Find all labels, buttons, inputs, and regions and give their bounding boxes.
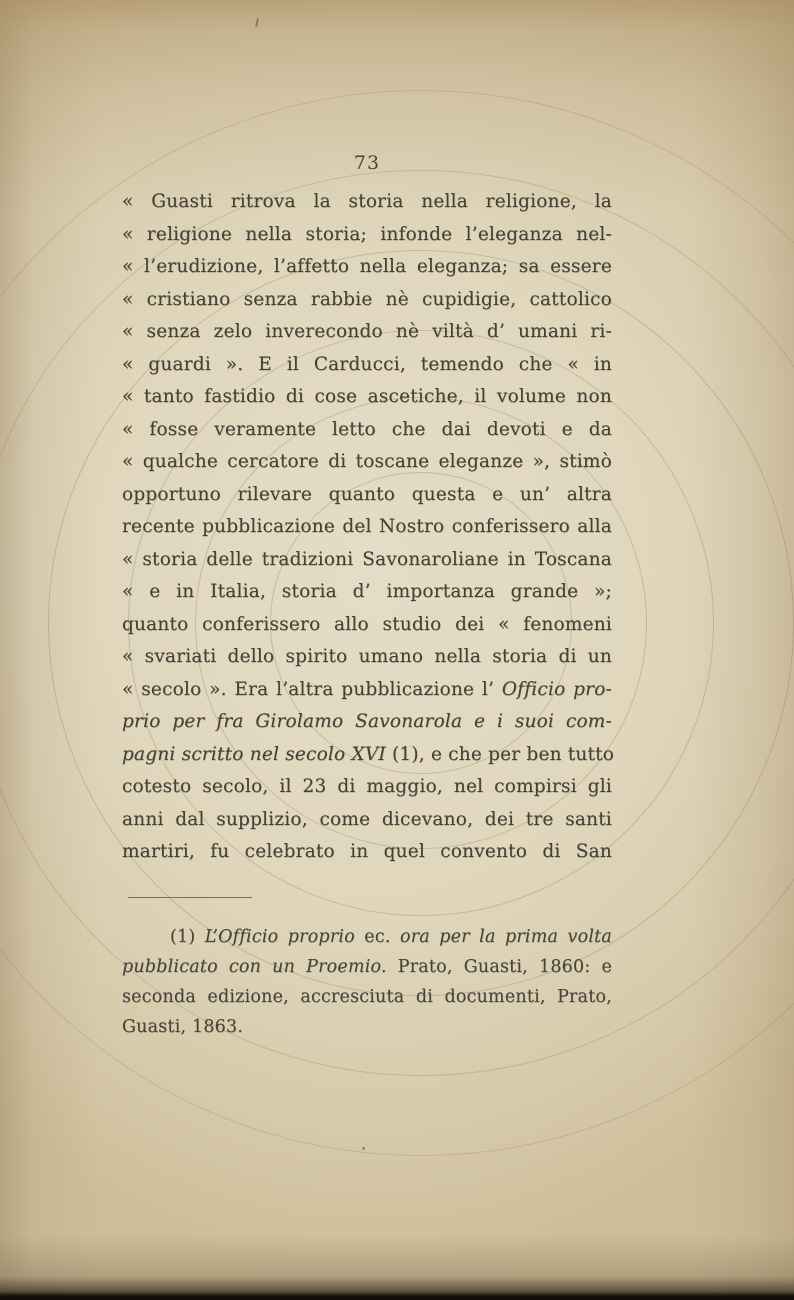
- text-segment: opportuno rilevare quanto questa e un’ altra: [122, 483, 612, 505]
- text-line: [122, 739, 615, 772]
- text-segment: « Guasti ritrova la storia nella religione, la: [122, 191, 612, 212]
- text-line: [122, 479, 612, 512]
- text-segment: « storia delle tradizioni Savonaroliane in Toscana: [122, 548, 612, 570]
- italic-text-segment: Officio pro-: [501, 678, 612, 700]
- text-line: [122, 609, 612, 642]
- text-line: [122, 251, 612, 284]
- text-line: [122, 316, 612, 349]
- text-segment: « l’erudizione, l’affetto nella eleganza; sa essere: [122, 256, 612, 277]
- text-segment: « svariati dello spirito umano nella storia di un: [122, 646, 612, 667]
- text-segment: « cristiano senza rabbie nè cupidigie, cattolico: [122, 288, 612, 310]
- text-segment: Prato, Guasti, 1860: e: [386, 957, 612, 977]
- text-segment: « fosse veramente letto che dai devoti e da: [122, 418, 612, 440]
- paper-fleck: [362, 1147, 365, 1150]
- text-segment: (1), e che per ben tutto: [385, 743, 615, 765]
- text-line: [122, 982, 612, 1012]
- text-line: [122, 641, 612, 674]
- text-segment: (1): [170, 927, 205, 947]
- text-segment: « tanto fastidio di cose ascetiche, il volume non: [122, 386, 612, 407]
- italic-text-segment: pubblicato con un Proemio.: [122, 957, 387, 977]
- text-segment: cotesto secolo, il 23 di maggio, nel compirsi gli: [122, 776, 612, 797]
- text-line: [122, 219, 612, 252]
- text-line: [122, 284, 612, 317]
- text-line: [122, 511, 612, 544]
- text-line: [122, 381, 612, 414]
- italic-text-segment: pagni scritto nel secolo XVI: [122, 743, 386, 765]
- text-segment: « religione nella storia; infonde l’eleganza nel-: [122, 223, 612, 245]
- text-segment: ec.: [354, 927, 400, 947]
- italic-text-segment: L’Officio proprio: [204, 927, 355, 947]
- text-segment: martiri, fu celebrato in quel convento di San: [122, 841, 612, 862]
- italic-text-segment: prio per fra Girolamo Savonarola e i suoi com-: [122, 711, 612, 732]
- text-segment: « e in Italia, storia d’ importanza grande »;: [122, 581, 612, 602]
- text-line: [122, 576, 612, 609]
- italic-text-segment: ora per la prima volta: [399, 927, 612, 947]
- text-segment: « senza zelo inverecondo nè viltà d’ umani ri-: [122, 321, 612, 342]
- text-line: [122, 674, 612, 707]
- text-line: [122, 952, 612, 982]
- footnote-text: [122, 922, 612, 1042]
- text-segment: « qualche cercatore di toscane eleganze », stimò: [122, 451, 612, 472]
- text-segment: anni dal supplizio, come dicevano, dei tre santi: [122, 808, 612, 830]
- text-line: [122, 186, 612, 219]
- text-line: [122, 1012, 612, 1042]
- text-line: [122, 804, 612, 837]
- page-number: 73: [353, 152, 381, 174]
- text-line: [122, 544, 612, 577]
- text-segment: recente pubblicazione del Nostro conferissero alla: [122, 516, 612, 537]
- body-text: [122, 186, 615, 869]
- text-line: [122, 349, 612, 382]
- text-line: [122, 446, 612, 479]
- text-segment: « guardi ». E il Carducci, temendo che « in: [122, 353, 612, 375]
- text-line: [122, 922, 612, 952]
- text-line: [122, 414, 612, 447]
- paper-fleck: [255, 18, 259, 27]
- footnote-rule: [128, 897, 252, 898]
- text-segment: seconda edizione, accresciuta di documenti, Prato,: [122, 987, 612, 1007]
- text-line: [122, 706, 612, 739]
- text-line: [122, 836, 612, 869]
- text-line: [122, 771, 612, 804]
- text-segment: « secolo ». Era l’altra pubblicazione l’: [122, 678, 502, 700]
- text-segment: Guasti, 1863.: [122, 1017, 244, 1037]
- text-segment: quanto conferissero allo studio dei « fenomeni: [122, 613, 612, 635]
